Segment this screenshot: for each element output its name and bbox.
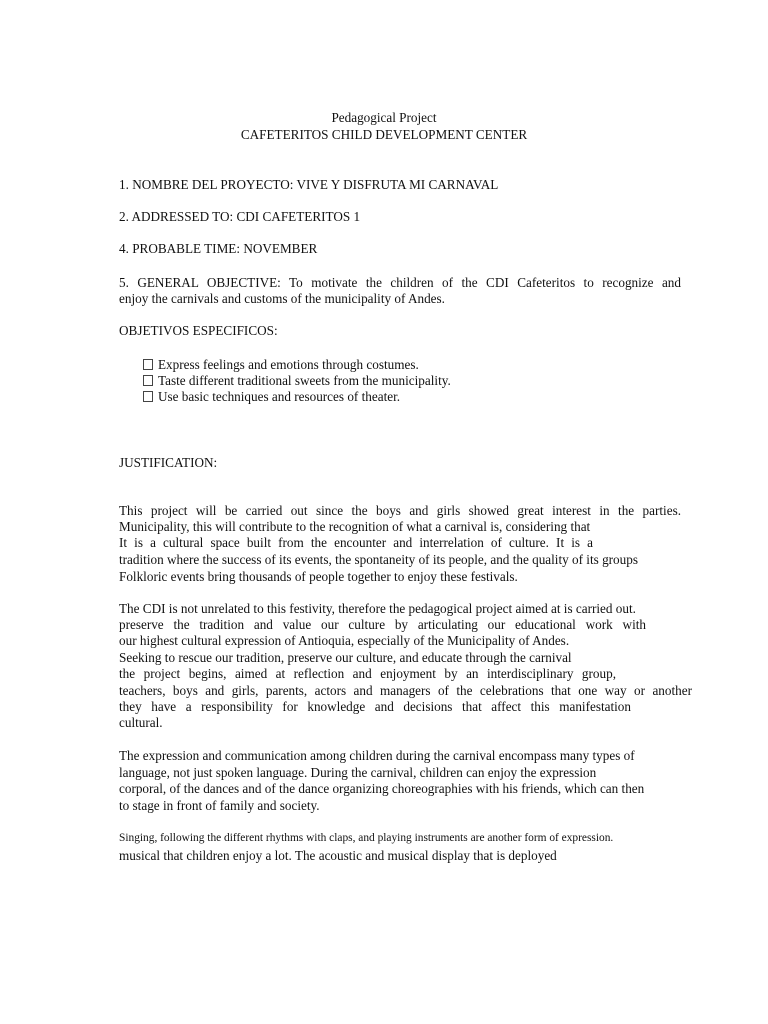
project-name: 1. NOMBRE DEL PROYECTO: VIVE Y DISFRUTA MI CARNAVAL [119, 177, 499, 192]
bullet-item [143, 389, 400, 405]
paragraph-line: corporal, of the dances and of the dance organizing choreographies with his friends, which can then [119, 781, 645, 796]
paragraph-line: Folkloric events bring thousands of people together to enjoy these festivals. [119, 569, 518, 584]
bullet-text: Use basic techniques and resources of theater. [158, 389, 401, 404]
paragraph-line: to stage in front of family and society. [119, 798, 320, 813]
paragraph-line: Seeking to rescue our tradition, preserve our culture, and educate through the carnival [119, 650, 572, 665]
probable-time: 4. PROBABLE TIME: NOVEMBER [119, 241, 318, 256]
paragraph-line: our highest cultural expression of Antioquia, especially of the Municipality of Andes. [119, 633, 570, 648]
project-label: Pedagogical Project [331, 110, 437, 125]
general-objective-line: enjoy the carnivals and customs of the municipality of Andes. [119, 291, 445, 306]
paragraph-line: musical that children enjoy a lot. The acoustic and musical display that is deployed [119, 848, 557, 863]
paragraph-line: the project begins, aimed at reflection and enjoyment by an interdisciplinary group, [119, 666, 616, 681]
bullet-text: Taste different traditional sweets from the municipality. [158, 373, 451, 388]
paragraph-line: Municipality, this will contribute to the recognition of what a carnival is, considering that [119, 519, 591, 534]
paragraph-line: The CDI is not unrelated to this festivity, therefore the pedagogical project aimed at is carried out. [119, 601, 636, 616]
bullet-item [143, 373, 451, 389]
paragraph-line: preserve the tradition and value our culture by articulating our educational work with [119, 617, 646, 632]
paragraph-line: teachers, boys and girls, parents, actors and managers of the celebrations that one way or another [119, 683, 692, 698]
paragraph-line: Singing, following the different rhythms with claps, and playing instruments are another form of expression. [119, 832, 614, 844]
bullet-box-icon [143, 391, 153, 402]
justification-heading: JUSTIFICATION: [119, 455, 218, 470]
bullet-item [143, 357, 419, 373]
bullet-text: Express feelings and emotions through costumes. [158, 357, 419, 372]
paragraph-line: The expression and communication among children during the carnival encompass many types of [119, 748, 635, 763]
bullet-box-icon [143, 359, 153, 370]
addressed-to: 2. ADDRESSED TO: CDI CAFETERITOS 1 [119, 209, 361, 224]
paragraph-line: they have a responsibility for knowledge and decisions that affect this manifestation [119, 699, 631, 714]
paragraph-line: tradition where the success of its events, the spontaneity of its people, and the quality of its groups [119, 552, 638, 567]
paragraph-line: It is a cultural space built from the encounter and interrelation of culture. It is a [119, 535, 593, 550]
document-title: CAFETERITOS CHILD DEVELOPMENT CENTER [240, 127, 528, 142]
general-objective-line: 5. GENERAL OBJECTIVE: To motivate the children of the CDI Cafeteritos to recognize and [119, 275, 681, 290]
paragraph-line: cultural. [119, 715, 163, 730]
paragraph-line: language, not just spoken language. During the carnival, children can enjoy the expression [119, 765, 597, 780]
specific-objectives-heading: OBJETIVOS ESPECIFICOS: [119, 323, 278, 338]
paragraph-line: This project will be carried out since the boys and girls showed great interest in the parties. [119, 503, 681, 518]
bullet-box-icon [143, 375, 153, 386]
